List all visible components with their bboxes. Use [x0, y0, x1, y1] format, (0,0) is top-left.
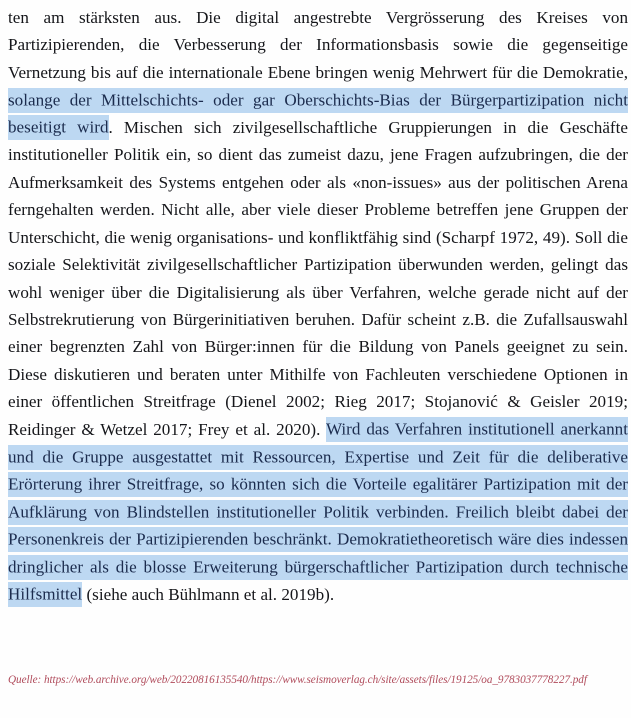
text-segment-plain-1: ten am stärksten aus. Die digital angestrebte Vergrösserung des Kreises von Partizipierenden, die Verbesserung der Informationsbasis sowie die gegenseitige Vernetzung bis auf die internationale Ebene bringen wenig Mehrwert für die Demokratie, [8, 8, 628, 82]
text-segment-highlighted-2[interactable]: Wird das Verfahren institutionell anerkannt und die Gruppe ausgestattet mit Ressourcen, Expertise und Zeit für die deliberative Erörterung ihrer Streitfrage, so könnten sich die Vorteile egalitärer Partizipation mit der Aufklärung von Blindstellen institutioneller Politik verbinden. Freilich bleibt dabei der Personenkreis der Partizipierenden beschränkt. Demokratietheoretisch wäre dies indessen dringlicher als die blosse Erweiterung bürgerschaftlicher Partizipation durch technische Hilfsmittel [8, 417, 628, 607]
text-segment-plain-2: . Mischen sich zivilgesellschaftliche Gruppierungen in die Geschäfte institutioneller Politik ein, so dient das zumeist dazu, jene Fragen aufzubringen, die der Aufmerksamkeit des Systems entgehen oder als «non-issues» aus der politischen Arena ferngehalten werden. Nicht alle, aber viele dieser Probleme betreffen jene Gruppen der Unterschicht, die wenig organisations- und konfliktfähig sind (Scharpf 1972, 49). Soll die soziale Selektivität zivilgesellschaftlicher Partizipation überwunden werden, gelingt das wohl weniger über die Digitalisierung als über Verfahren, welche gerade nicht auf der Selbstrekrutierung von Bürgerinitiativen beruhen. Dafür scheint z.B. die Zufallsauswahl einer begrenzten Zahl von Bürger:innen für die Bildung von Panels geeignet zu sein. Diese diskutieren und beraten unter Mithilfe von Fachleuten verschiedene Optionen in einer öffentlichen Streitfrage (Dienel 2002; Rieg 2017; Stojanović & Geisler 2019; Reidinger & Wetzel 2017; Frey et al. 2020). [8, 117, 628, 439]
source-note-text: Quelle: https://web.archive.org/web/20220816135540/https://www.seismoverlag.ch/site/assets/files/19125/oa_9783037778227.pdf [8, 674, 587, 686]
document-paragraph [8, 4, 628, 608]
text-segment-highlighted-1[interactable]: solange der Mittelschichts- oder gar Oberschichts-Bias der Bürgerpartizipation nicht beseitigt wird [8, 88, 628, 140]
text-segment-plain-3: (siehe auch Bühlmann et al. 2019b). [82, 584, 335, 604]
source-note [8, 673, 624, 689]
